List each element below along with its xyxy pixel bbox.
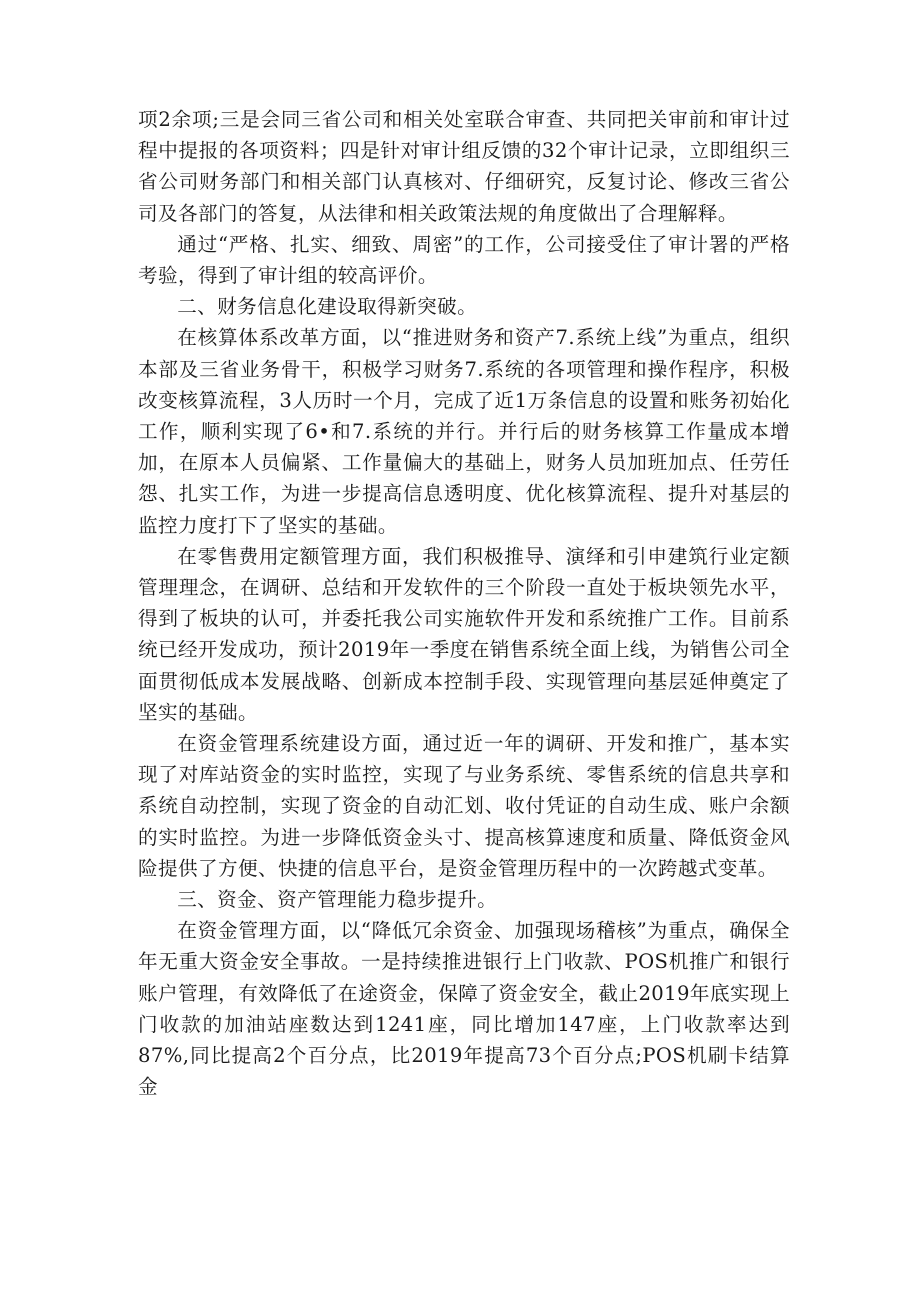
section-heading: 三、资金、资产管理能力稳步提升。 bbox=[177, 888, 498, 912]
section-heading: 二、财务信息化建设取得新突破。 bbox=[177, 295, 478, 319]
paragraph: 在资金管理系统建设方面，通过近一年的调研、开发和推广，基本实现了对库站资金的实时监控，实现了与业务系统、零售系统的信息共享和系统自动控制，实现了资金的自动汇划、收付凭证的自动生成、账户余额的实时监控。为进一步降低资金头寸、提高核算速度和质量、降低资金风险提供了方便、快捷的信息平台，是资金管理历程中的一次跨越式变革。 bbox=[138, 732, 790, 880]
paragraph-continuation: 项2余项;三是会同三省公司和相关处室联合审查、共同把关审前和审计过程中提报的各项资料；四是针对审计组反馈的32个审计记录，立即组织三省公司财务部门和相关部门认真核对、仔细研究，反复讨论、修改三省公司及各部门的答复，从法律和相关政策法规的角度做出了合理解释。 bbox=[138, 108, 790, 225]
paragraph: 在资金管理方面，以“降低冗余资金、加强现场稽核”为重点，确保全年无重大资金安全事故。一是持续推进银行上门收款、POS机推广和银行账户管理，有效降低了在途资金，保障了资金安全，截止2019年底实现上门收款的加油站座数达到1241座，同比增加147座，上门收款率达到87%,同比提高2个百分点，比2019年提高73个百分点;POS机刷卡结算金 bbox=[138, 919, 790, 1099]
paragraph: 通过“严格、扎实、细致、周密”的工作，公司接受住了审计署的严格考验，得到了审计组的较高评价。 bbox=[138, 232, 790, 288]
paragraph: 在零售费用定额管理方面，我们积极推导、演绎和引申建筑行业定额管理理念，在调研、总结和开发软件的三个阶段一直处于板块领先水平，得到了板块的认可，并委托我公司实施软件开发和系统推广工作。目前系统已经开发成功，预计2019年一季度在销售系统全面上线，为销售公司全面贯彻低成本发展战略、创新成本控制手段、实现管理向基层延伸奠定了坚实的基础。 bbox=[138, 544, 790, 724]
paragraph: 在核算体系改革方面，以“推进财务和资产7.系统上线”为重点，组织本部及三省业务骨干，积极学习财务7.系统的各项管理和操作程序，积极改变核算流程，3人历时一个月，完成了近1万条信息的设置和账务初始化工作，顺利实现了6•和7.系统的并行。并行后的财务核算工作量成本增加，在原本人员偏紧、工作量偏大的基础上，财务人员加班加点、任劳任怨、扎实工作，为进一步提高信息透明度、优化核算流程、提升对基层的监控力度打下了坚实的基础。 bbox=[138, 326, 790, 537]
document-body bbox=[138, 104, 790, 1103]
